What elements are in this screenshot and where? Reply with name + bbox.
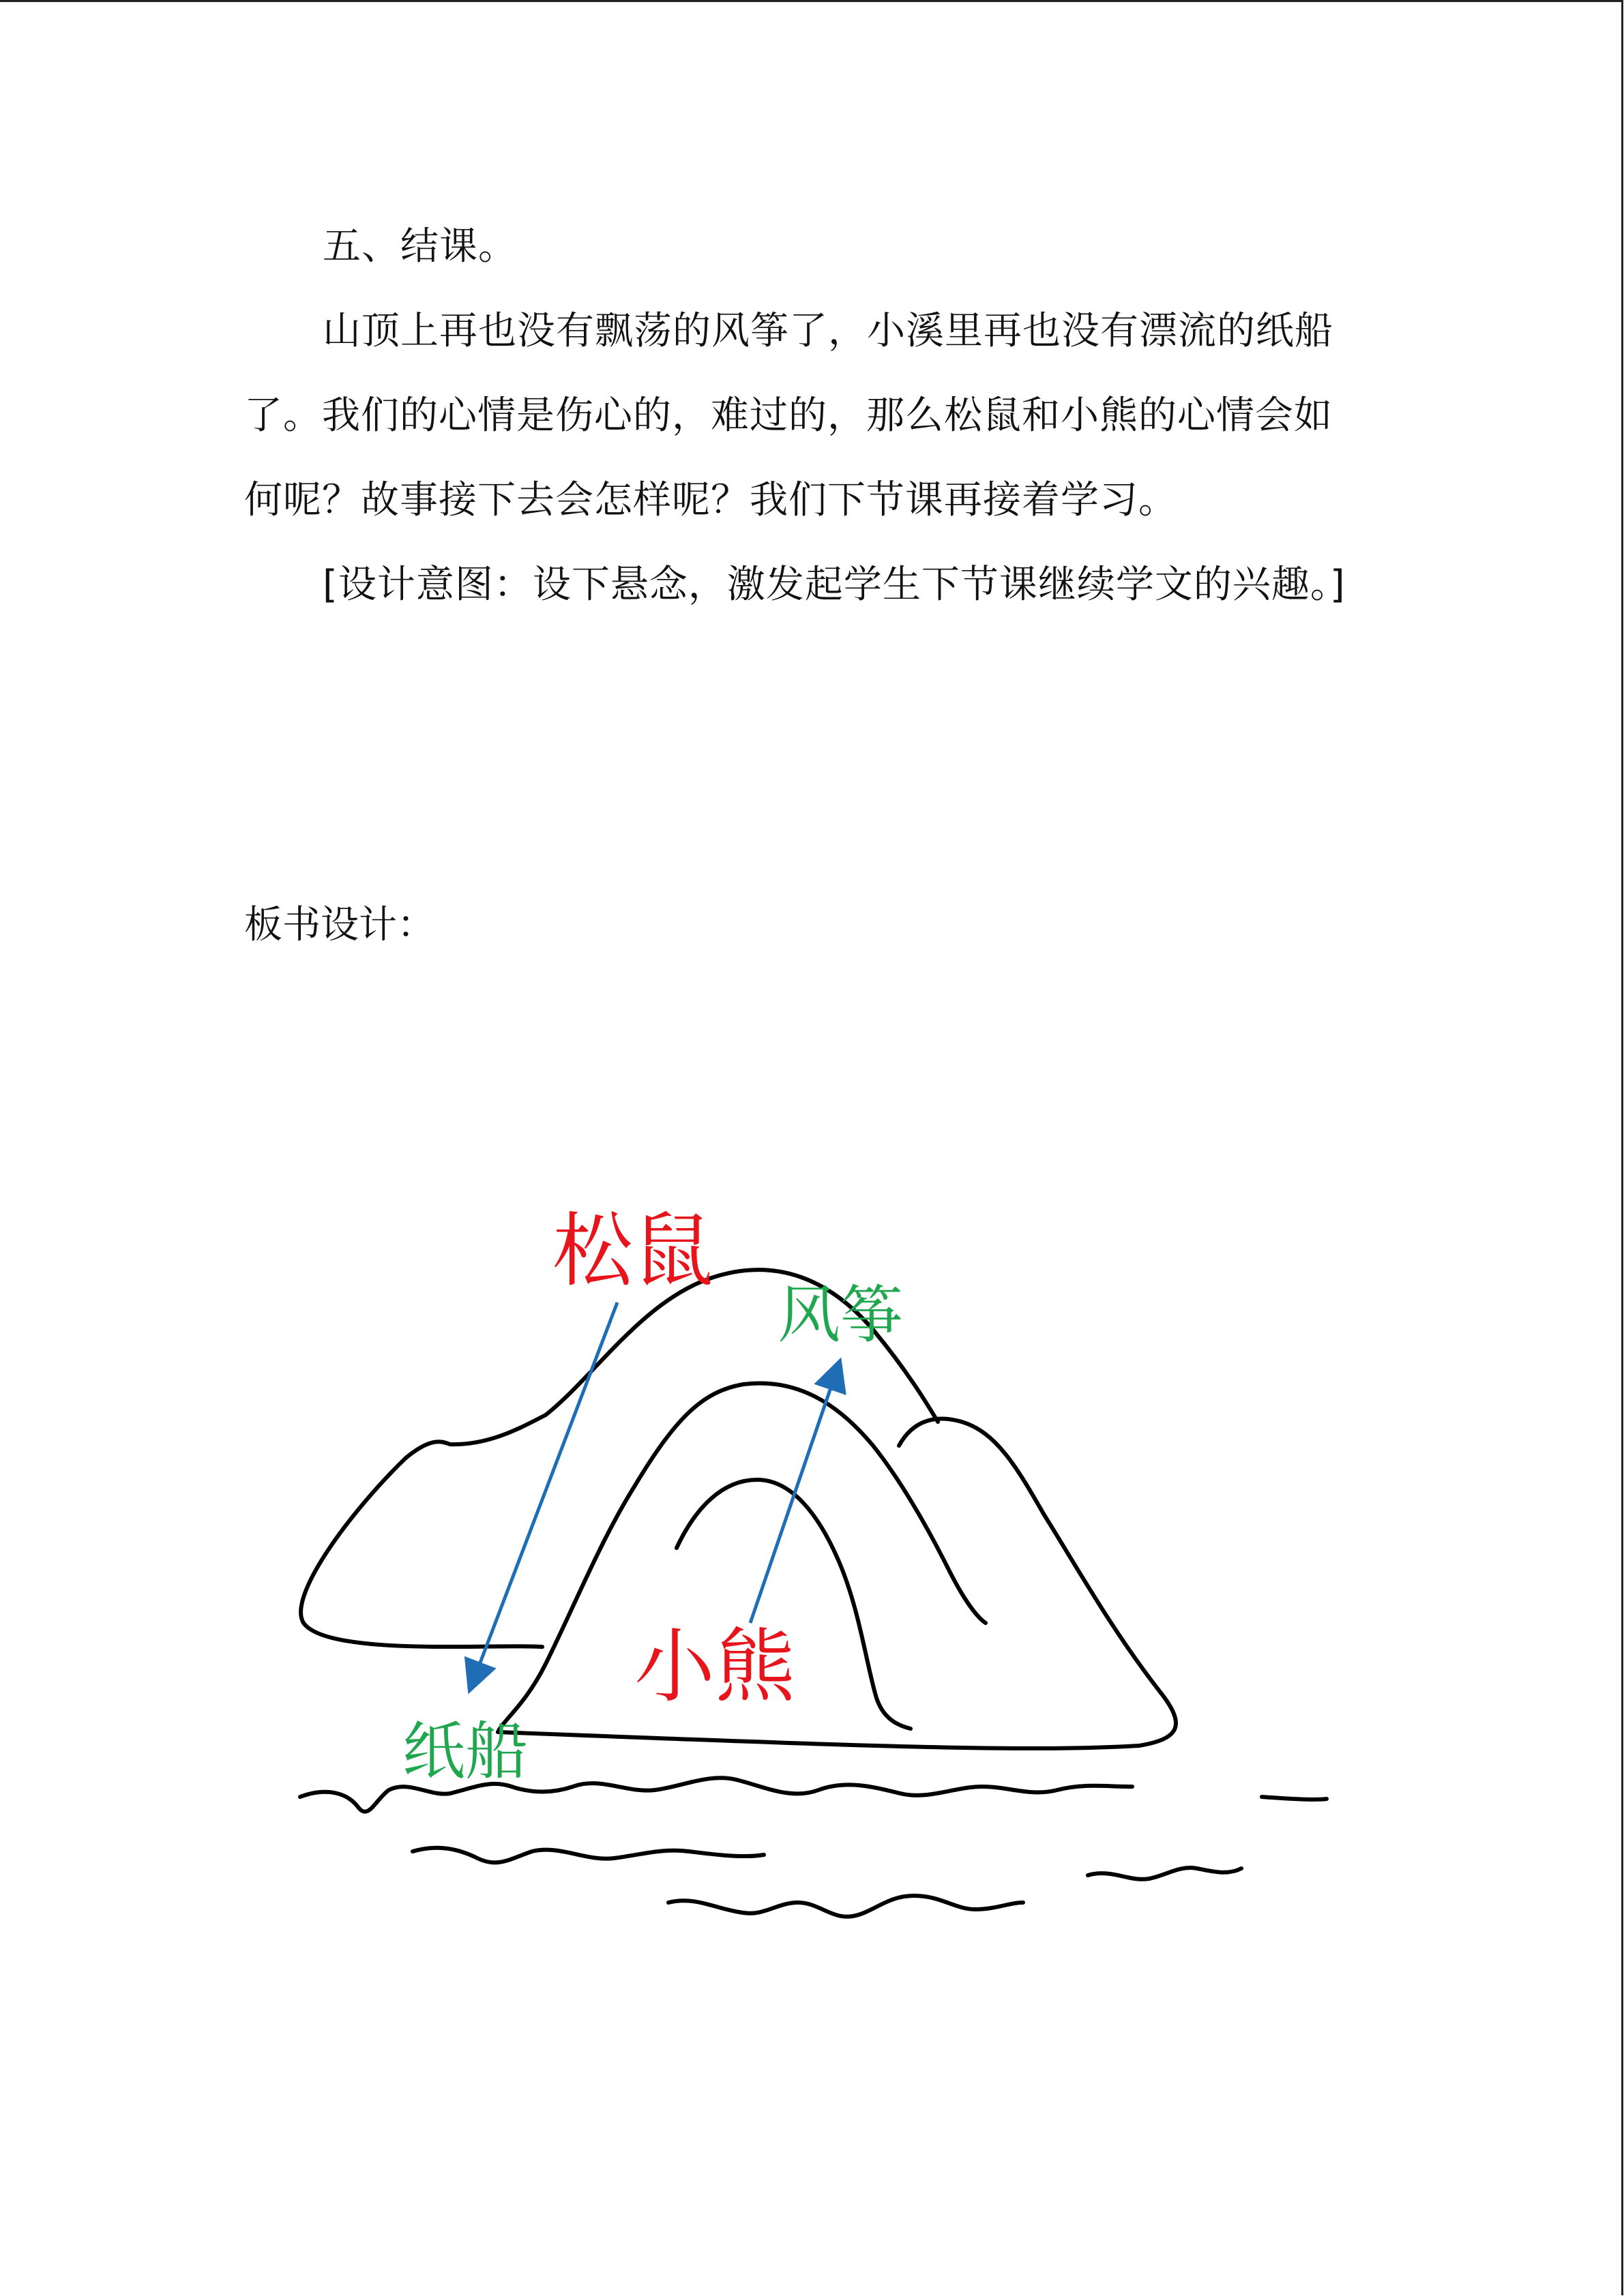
arrow-squirrel-to-boat: [471, 1302, 617, 1688]
paper-boat-label: 纸船: [402, 1715, 529, 1788]
board-design-diagram: [273, 1187, 1364, 1991]
closing-paragraph: 山顶上再也没有飘荡的风筝了，小溪里再也没有漂流的纸船了。我们的心情是伤心的，难过的，那么松鼠和小熊的心情会如何呢？故事接下去会怎样呢？我们下节课再接着学习。: [244, 309, 1333, 522]
squirrel-label: 松鼠: [552, 1204, 714, 1298]
section-heading: 五、结课。: [323, 224, 517, 269]
water-wave-line-2: [413, 1848, 764, 1863]
bear-label: 小熊: [634, 1620, 796, 1714]
document-text: [244, 205, 1363, 627]
right-mountain-outline: [498, 1419, 1176, 1748]
design-intent-paragraph: [设计意图：设下悬念，激发起学生下节课继续学文的兴趣。]: [323, 563, 1346, 607]
water-wave-line-3: [1088, 1868, 1241, 1879]
water-wave-line-1b: [1262, 1797, 1327, 1800]
water-wave-line-4: [668, 1896, 1023, 1917]
arrow-bear-to-kite: [750, 1364, 839, 1623]
board-design-label: 板书设计：: [244, 903, 435, 947]
kite-label: 风筝: [778, 1279, 904, 1352]
